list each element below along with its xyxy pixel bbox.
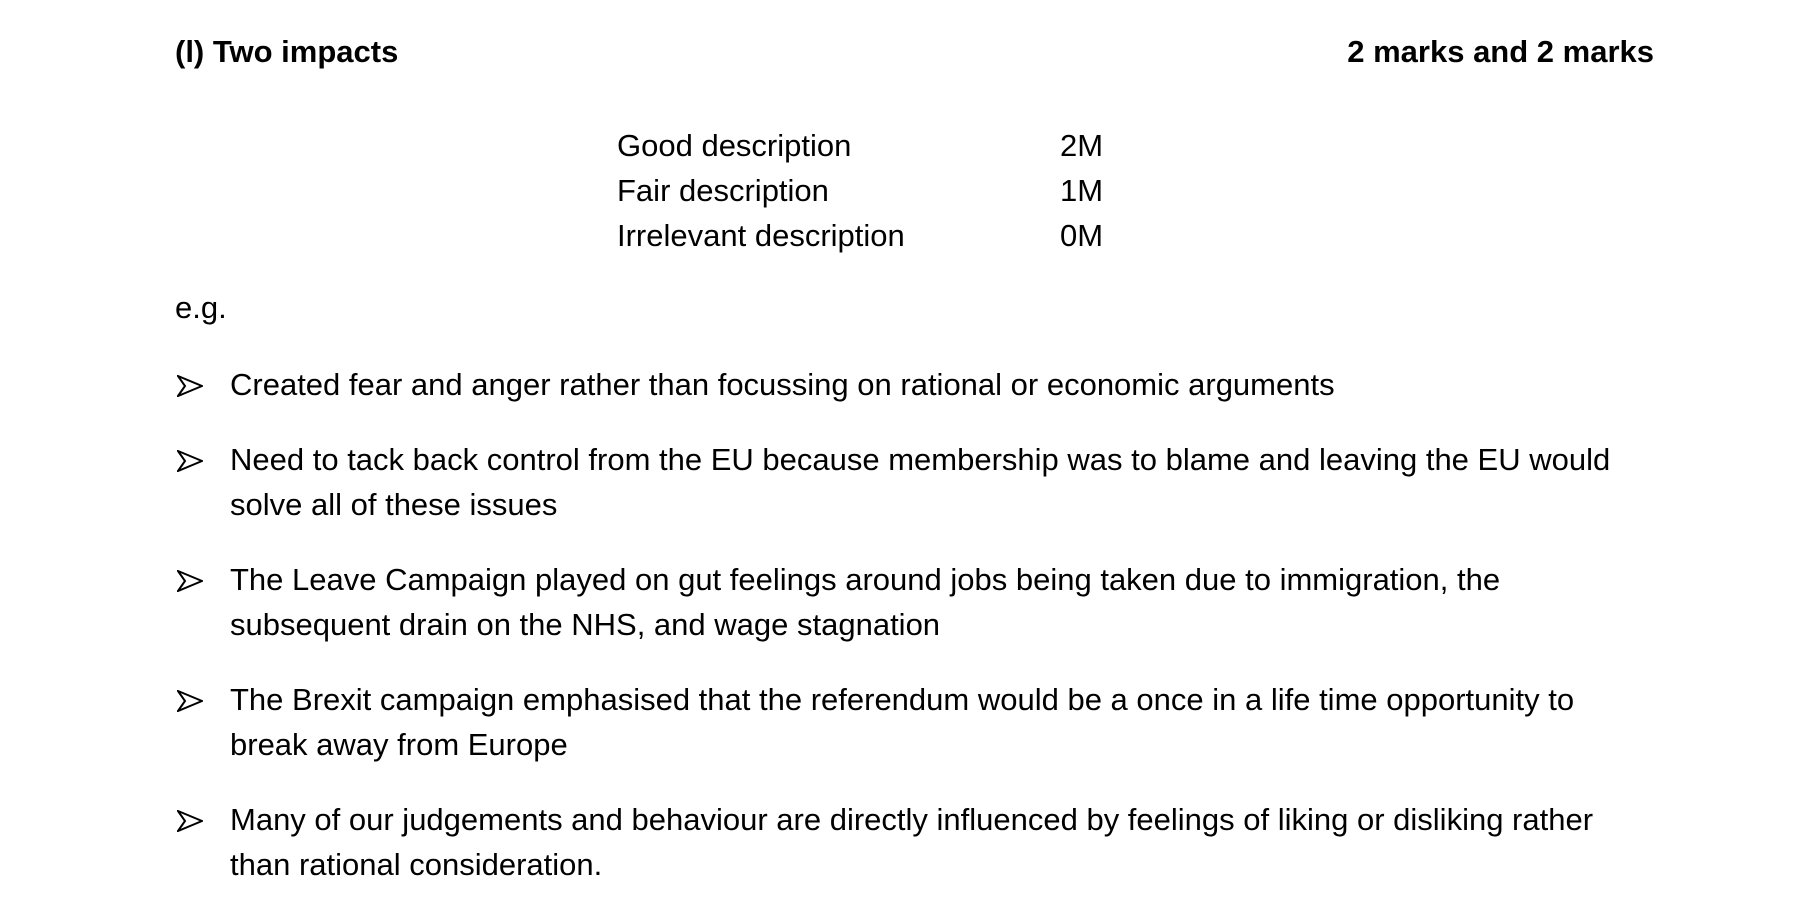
arrowhead-bullet-icon xyxy=(177,450,203,472)
marking-rubric xyxy=(617,123,1103,258)
list-item xyxy=(175,362,1655,407)
rubric-description: Fair description xyxy=(617,172,829,208)
list-item xyxy=(175,437,1655,527)
rubric-row xyxy=(617,168,1103,213)
answer-bullet-list xyxy=(175,362,1655,917)
list-item xyxy=(175,557,1655,647)
question-title: (l) Two impacts xyxy=(175,34,399,69)
rubric-mark: 0M xyxy=(1060,217,1104,253)
rubric-mark: 1M xyxy=(1060,172,1104,208)
question-header xyxy=(175,34,1654,78)
rubric-mark: 2M xyxy=(1060,127,1104,163)
bullet-text: Need to tack back control from the EU because membership was to blame and leaving the EU would solve all of these issues xyxy=(230,442,1611,522)
list-item xyxy=(175,677,1655,767)
bullet-text: Many of our judgements and behaviour are directly influenced by feelings of liking or disliking rather than rational consideration. xyxy=(230,802,1594,882)
arrowhead-bullet-icon xyxy=(177,375,203,397)
list-item xyxy=(175,797,1655,887)
arrowhead-bullet-icon xyxy=(177,690,203,712)
bullet-text: Created fear and anger rather than focussing on rational or economic arguments xyxy=(230,367,1335,402)
marks-allocation: 2 marks and 2 marks xyxy=(1347,34,1654,69)
bullet-text: The Leave Campaign played on gut feelings around jobs being taken due to immigration, the subsequent drain on the NHS, and wage stagnation xyxy=(230,562,1501,642)
arrowhead-bullet-icon xyxy=(177,570,203,592)
rubric-row xyxy=(617,123,1103,168)
rubric-description: Irrelevant description xyxy=(617,217,905,253)
arrowhead-bullet-icon xyxy=(177,810,203,832)
example-label: e.g. xyxy=(175,290,227,325)
rubric-row xyxy=(617,213,1103,258)
bullet-text: The Brexit campaign emphasised that the referendum would be a once in a life time opportunity to break away from Europe xyxy=(230,682,1575,762)
rubric-description: Good description xyxy=(617,127,852,163)
